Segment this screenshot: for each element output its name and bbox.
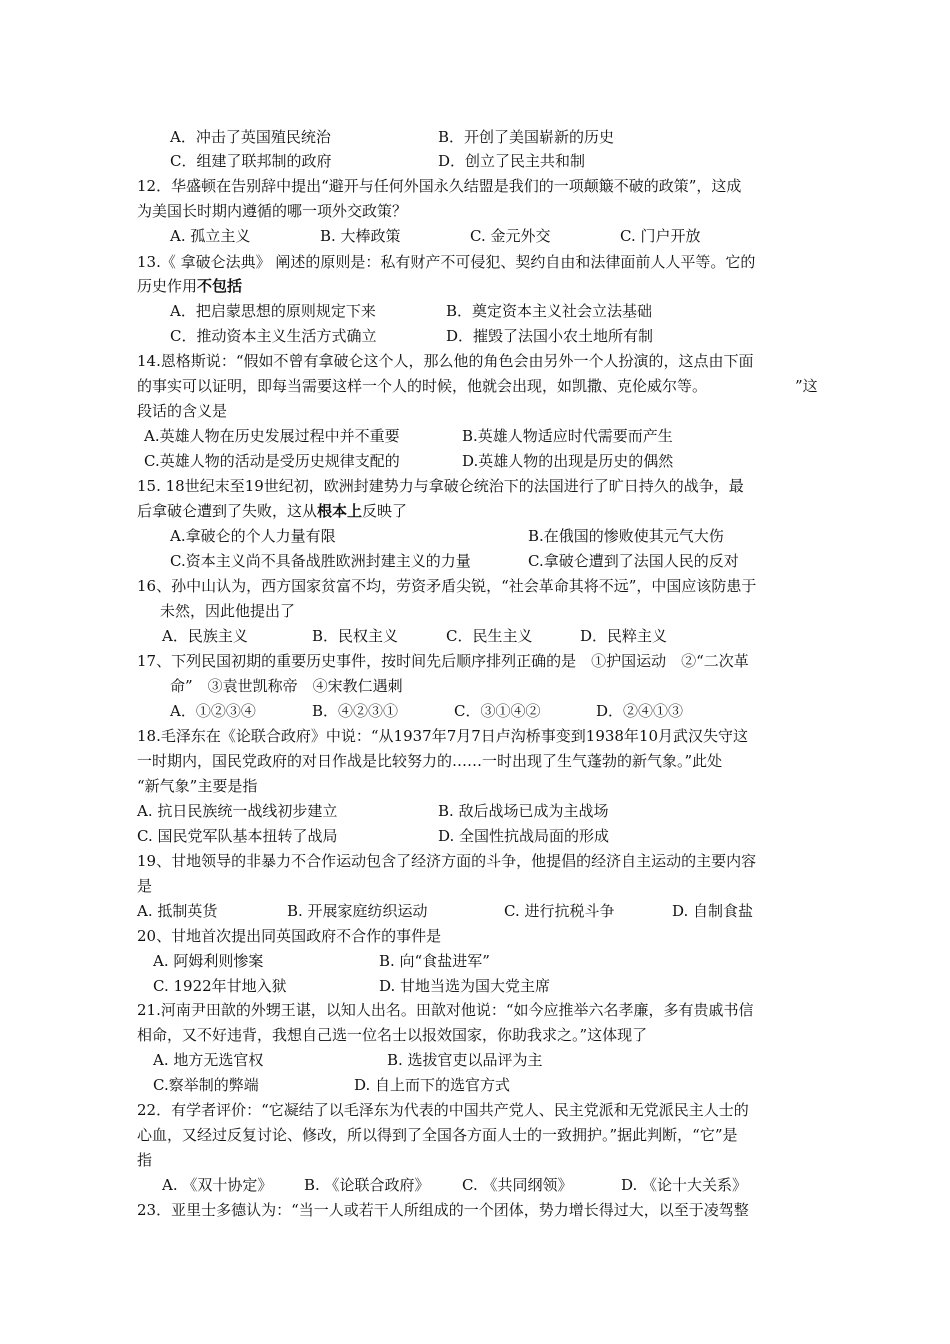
q22-option-b: B. 《论联合政府》: [304, 1176, 430, 1194]
q16-option-a: A．民族主义: [162, 627, 248, 645]
q14-option-d: D.英雄人物的出现是历史的偶然: [462, 452, 674, 470]
q15-option-c: C.资本主义尚不具备战胜欧洲封建主义的力量: [170, 552, 471, 570]
q15-option-b: B.在俄国的惨败使其元气大伤: [528, 527, 724, 545]
q21-stem-line-1: 21.河南尹田歆的外甥王谌，以知人出名。田歆对他说：“如今应推举六名孝廉，多有贵戚书信: [137, 1001, 754, 1019]
q15-stem-text-end: 反映了: [362, 502, 408, 520]
q14-option-b: B.英雄人物适应时代需要而产生: [462, 427, 673, 445]
q18-option-a: A. 抗日民族统一战线初步建立: [137, 802, 338, 820]
q12-option-a: A. 孤立主义: [170, 227, 251, 245]
q17-option-c: C．③①④②: [454, 702, 541, 720]
q15-emphasis: 根本上: [317, 502, 363, 520]
q16-stem-line-2: 未然，因此他提出了: [160, 602, 296, 620]
q12-option-b: B. 大棒政策: [320, 227, 401, 245]
q17-stem-line-1: 17、下列民国初期的重要历史事件，按时间先后顺序排列正确的是 ①护国运动 ②“二次革: [137, 652, 749, 670]
q23-stem-line-1: 23．亚里士多德认为：“当一人或若干人所组成的一个团体，势力增长得过大，以至于凌驾整: [137, 1201, 749, 1219]
q15-stem-line-1: 15. 18世纪末至19世纪初，欧洲封建势力与拿破仑统治下的法国进行了旷日持久的战争，最: [137, 477, 744, 495]
q17-stem-line-2: 命” ③袁世凯称帝 ④宋教仁遇刺: [170, 677, 403, 695]
q12-option-c: C. 金元外交: [470, 227, 551, 245]
q15-stem-text: 后拿破仑遭到了失败，这从: [137, 502, 318, 520]
q12-stem-line-2: 为美国长时期内遵循的哪一项外交政策？: [137, 202, 408, 220]
q21-option-d: D. 自上而下的选官方式: [354, 1076, 511, 1094]
q16-option-d: D．民粹主义: [580, 627, 668, 645]
q15-stem-line-2: [137, 501, 407, 521]
q22-stem-line-1: 22．有学者评价：“它凝结了以毛泽东为代表的中国共产党人、民主党派和无党派民主人士的: [137, 1101, 749, 1119]
q17-option-a: A．①②③④: [170, 702, 256, 720]
q11-option-d: D．创立了民主共和制: [438, 152, 586, 170]
q14-stem-line-3: 段话的含义是: [137, 402, 228, 420]
q22-stem-line-3: 指: [137, 1151, 153, 1169]
q19-stem-line-2: 是: [137, 877, 153, 895]
q19-option-d: D. 自制食盐: [672, 902, 754, 920]
q14-stem-line-1: 14.恩格斯说：“假如不曾有拿破仑这个人，那么他的角色会由另外一个人扮演的，这点由下面: [137, 352, 754, 370]
q19-option-b: B. 开展家庭纺织运动: [287, 902, 428, 920]
q17-option-d: D．②④①③: [596, 702, 684, 720]
q13-stem-line-1: 13.《 拿破仑法典》 阐述的原则是：私有财产不可侵犯、契约自由和法律面前人人平等。它的: [137, 253, 756, 271]
q21-option-c: C.察举制的弊端: [153, 1076, 259, 1094]
q20-option-d: D. 甘地当选为国大党主席: [379, 977, 551, 995]
q16-stem-line-1: 16、孙中山认为，西方国家贫富不均，劳资矛盾尖锐，“社会革命其将不远”，中国应该防患于: [137, 577, 757, 595]
q19-stem-line-1: 19、甘地领导的非暴力不合作运动包含了经济方面的斗争，他提倡的经济自主运动的主要内容: [137, 852, 757, 870]
q11-option-b: B．开创了美国崭新的历史: [438, 128, 615, 146]
q14-stem-line-2-end: ”这: [795, 377, 818, 395]
q17-option-b: B．④②③①: [312, 702, 399, 720]
q13-option-b: B．奠定资本主义社会立法基础: [446, 302, 653, 320]
q14-option-c: C.英雄人物的活动是受历史规律支配的: [144, 452, 400, 470]
q11-option-a: A．冲击了英国殖民统治: [170, 128, 331, 146]
q18-option-b: B. 敌后战场已成为主战场: [438, 802, 609, 820]
q18-stem-line-2: 一时期内，国民党政府的对日作战是比较努力的……一时出现了生气蓬勃的新气象。”此处: [137, 752, 723, 770]
q18-stem-line-1: 18.毛泽东在《论联合政府》中说：“从1937年7月7日卢沟桥事变到1938年10月武汉失守这: [137, 727, 749, 745]
q18-stem-line-3: “新气象”主要是指: [137, 777, 258, 795]
q14-stem-line-2: 的事实可以证明，即每当需要这样一个人的时候，他就会出现，如凯撒、克伦威尔等。: [137, 377, 708, 395]
q22-option-d: D. 《论十大关系》: [621, 1176, 748, 1194]
q11-option-c: C．组建了联邦制的政府: [170, 152, 332, 170]
q20-option-c: C. 1922年甘地入狱: [153, 977, 287, 995]
q20-stem: 20、甘地首次提出同英国政府不合作的事件是: [137, 927, 442, 945]
q15-option-d: C.拿破仑遭到了法国人民的反对: [528, 552, 739, 570]
q22-option-c: C. 《共同纲领》: [462, 1176, 573, 1194]
q16-option-c: C．民生主义: [446, 627, 533, 645]
q12-stem-line-1: 12．华盛顿在告别辞中提出“避开与任何外国永久结盟是我们的一项颠簸不破的政策”，这成: [137, 177, 742, 195]
q21-option-a: A. 地方无选官权: [153, 1051, 264, 1069]
q21-option-b: B. 选拔官吏以品评为主: [387, 1051, 543, 1069]
q13-stem-text: 历史作用: [137, 277, 198, 295]
q20-option-a: A. 阿姆利则惨案: [153, 952, 264, 970]
q19-option-c: C. 进行抗税斗争: [504, 902, 615, 920]
q13-emphasis: 不包括: [197, 277, 243, 295]
q18-option-d: D. 全国性抗战局面的形成: [438, 827, 610, 845]
q19-option-a: A. 抵制英货: [137, 902, 218, 920]
q13-option-a: A．把启蒙思想的原则规定下来: [170, 302, 376, 320]
q12-option-d: C. 门户开放: [620, 227, 701, 245]
q14-option-a: A.英雄人物在历史发展过程中并不重要: [144, 427, 400, 445]
q13-stem-line-2: [137, 276, 242, 296]
q15-option-a: A.拿破仑的个人力量有限: [170, 527, 336, 545]
q13-option-d: D．摧毁了法国小农土地所有制: [446, 327, 654, 345]
q16-option-b: B．民权主义: [312, 627, 399, 645]
q22-option-a: A. 《双十协定》: [162, 1176, 273, 1194]
q13-option-c: C．推动资本主义生活方式确立: [170, 327, 377, 345]
q20-option-b: B. 向“食盐进军”: [379, 952, 490, 970]
q22-stem-line-2: 心血，又经过反复讨论、修改，所以得到了全国各方面人士的一致拥护。”据此判断，“它”是: [137, 1126, 738, 1144]
q18-option-c: C. 国民党军队基本扭转了战局: [137, 827, 338, 845]
q21-stem-line-2: 相命，又不好违背，我想自己选一位名士以报效国家，你助我求之。”这体现了: [137, 1026, 648, 1044]
